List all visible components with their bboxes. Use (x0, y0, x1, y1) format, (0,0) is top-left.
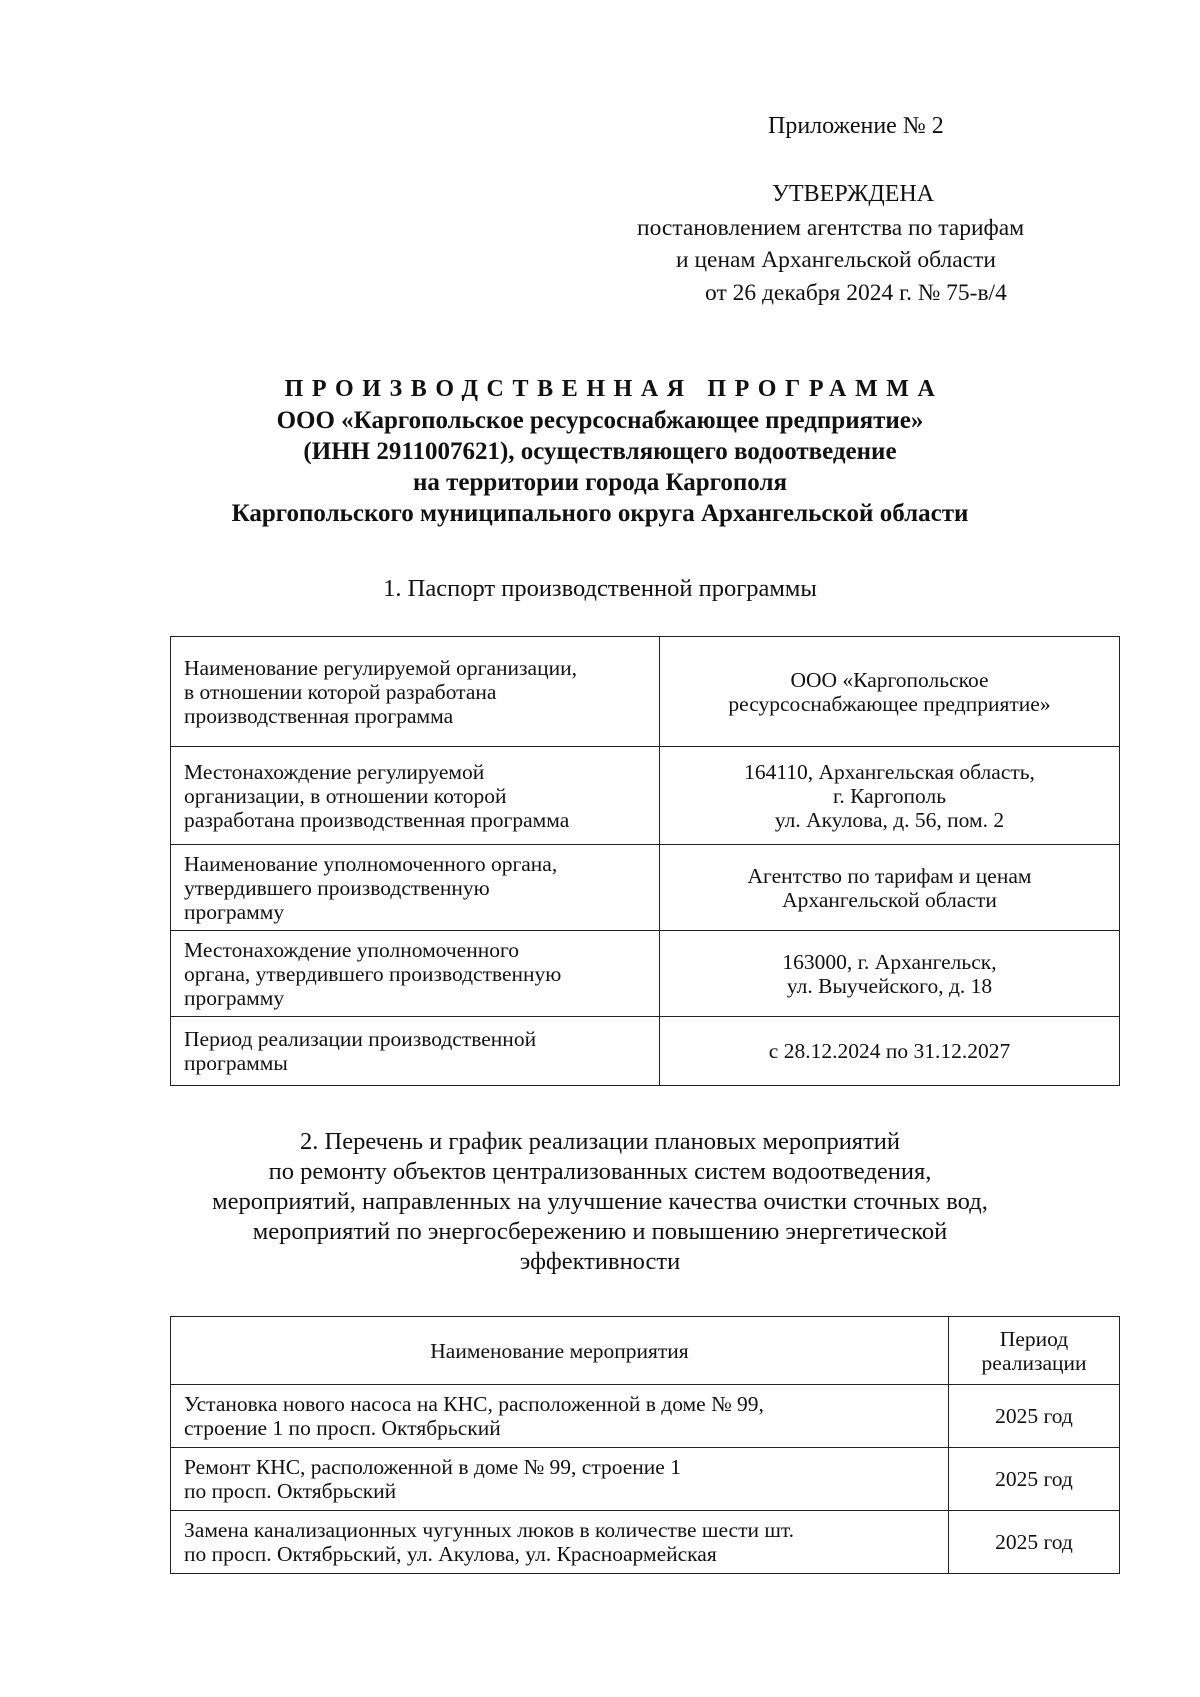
passport-table (170, 636, 1120, 1086)
section2-title-line-4: мероприятий по энергосбережению и повышению энергетической (252, 1218, 948, 1245)
section2-title (0, 1127, 1200, 1277)
document-title (0, 374, 1200, 529)
section2-title-line-1: 2. Перечень и график реализации плановых мероприятий (300, 1128, 900, 1155)
passport-value-cell (660, 747, 1120, 845)
passport-label-cell (171, 931, 660, 1017)
measure-name-line: строение 1 по просп. Октябрьский (184, 1416, 501, 1440)
passport-value-line: ООО «Каргопольское (790, 667, 989, 692)
passport-label-line: Местонахождение регулируемой (184, 759, 485, 784)
passport-label-cell (171, 845, 660, 931)
passport-label-line: разработана производственная программа (184, 807, 570, 832)
measure-name-cell (171, 1385, 949, 1448)
approval-line-1: постановлением агентства по тарифам (637, 215, 1025, 241)
passport-label-cell (171, 637, 660, 747)
passport-value-line: Агентство по тарифам и ценам (747, 863, 1032, 888)
passport-label-line: Наименование регулируемой организации, (184, 655, 577, 680)
measure-name-line: Замена канализационных чугунных люков в количестве шести шт. (184, 1518, 795, 1542)
table-row (171, 1448, 1120, 1511)
passport-value-line: Архангельской области (782, 887, 997, 912)
passport-label-line: в отношении которой разработана (184, 679, 497, 704)
section1-title: 1. Паспорт производственной программы (383, 575, 817, 602)
section2-title-line-3: мероприятий, направленных на улучшение качества очистки сточных вод, (212, 1188, 988, 1215)
passport-value-cell (660, 845, 1120, 931)
table-row (171, 931, 1120, 1017)
approval-line-2: и ценам Архангельской области (676, 247, 996, 273)
passport-value-line: с 28.12.2024 по 31.12.2027 (768, 1039, 1011, 1063)
passport-label-cell (171, 1017, 660, 1086)
approval-line-3: от 26 декабря 2024 г. № 75-в/4 (705, 280, 1007, 306)
measure-name-cell (171, 1448, 949, 1511)
passport-value-line: 164110, Архангельская область, (744, 759, 1035, 784)
passport-label-cell (171, 747, 660, 845)
passport-label-line: Наименование уполномоченного органа, (184, 851, 558, 876)
title-line-2: (ИНН 2911007621), осуществляющего водоотведение (303, 438, 897, 465)
passport-label-line: программу (184, 985, 285, 1010)
passport-label-line: Местонахождение уполномоченного (184, 937, 520, 962)
table-row (171, 1511, 1120, 1574)
passport-value-line: ресурсоснабжающее предприятие» (728, 691, 1051, 716)
column-header-period (949, 1317, 1120, 1385)
measure-name-line: Установка нового насоса на КНС, расположенной в доме № 99, (184, 1392, 764, 1416)
passport-value-line: ул. Акулова, д. 56, пом. 2 (774, 807, 1005, 832)
passport-value-line: г. Каргополь (832, 783, 947, 808)
measure-name-line: Ремонт КНС, расположенной в доме № 99, строение 1 (184, 1455, 681, 1479)
passport-label-line: программу (184, 899, 285, 924)
title-line-1: ООО «Каргопольское ресурсоснабжающее предприятие» (276, 407, 924, 434)
passport-value-line: 163000, г. Архангельск, (782, 949, 997, 974)
table-header-row (171, 1317, 1120, 1385)
measures-table (170, 1316, 1120, 1574)
section2-title-line-2: по ремонту объектов централизованных систем водоотведения, (268, 1158, 932, 1185)
table-row (171, 1385, 1120, 1448)
measure-period-cell: 2025 год (949, 1448, 1120, 1511)
measure-name-line: по просп. Октябрьский (184, 1479, 397, 1503)
passport-label-line: производственная программа (184, 703, 454, 728)
passport-value-line: ул. Выучейского, д. 18 (786, 973, 993, 998)
measure-name-cell (171, 1511, 949, 1574)
passport-label-line: организации, в отношении которой (184, 783, 507, 808)
measure-period-cell: 2025 год (949, 1511, 1120, 1574)
approved-label: УТВЕРЖДЕНА (772, 181, 935, 207)
passport-label-line: Период реализации производственной (184, 1027, 537, 1051)
passport-value-cell (660, 1017, 1120, 1086)
column-header-period-line-2: реализации (981, 1350, 1087, 1375)
passport-value-cell (660, 637, 1120, 747)
table-row (171, 1017, 1120, 1086)
passport-label-line: утвердившего производственную (184, 875, 490, 900)
table-row (171, 637, 1120, 747)
measure-period-cell: 2025 год (949, 1385, 1120, 1448)
table-row (171, 845, 1120, 931)
title-line-3: на территории города Каргополя (412, 469, 788, 496)
table-row (171, 747, 1120, 845)
passport-label-line: программы (184, 1051, 288, 1075)
program-heading: ПРОИЗВОДСТВЕННАЯ ПРОГРАММА (284, 376, 944, 402)
column-header-period-line-1: Период (999, 1326, 1069, 1351)
measure-name-line: по просп. Октябрьский, ул. Акулова, ул. Красноармейская (184, 1542, 717, 1566)
section2-title-line-5: эффективности (519, 1248, 681, 1275)
appendix-number: Приложение № 2 (768, 113, 944, 139)
title-line-4: Каргопольского муниципального округа Архангельской области (231, 500, 969, 527)
passport-value-cell (660, 931, 1120, 1017)
column-header-name: Наименование мероприятия (171, 1317, 949, 1385)
passport-label-line: органа, утвердившего производственную (184, 961, 562, 986)
